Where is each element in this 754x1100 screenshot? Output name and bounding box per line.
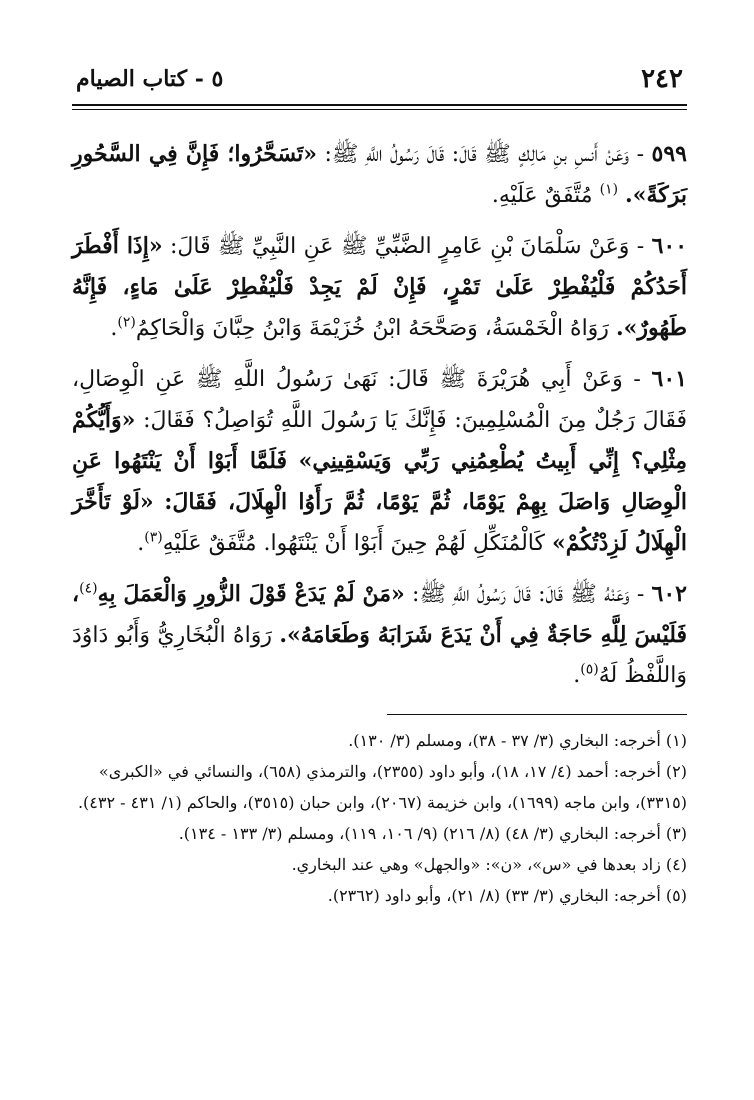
hadith-number: ٦٠٢ [651,581,687,607]
hadith-tail: رَوَاهُ الْخَمْسَةُ، وَصَحَّحَهُ ابْنُ خُزَيْمَةَ وَابْنُ حِبَّانَ وَالْحَاكِمُ [135,316,609,341]
hadith-tail: مُتَّفَقٌ عَلَيْهِ [498,183,593,208]
footnote-label: (٢) [665,762,687,781]
footnote-label: (٣) [665,824,687,843]
footnote-ref: (٢) [117,314,136,331]
hadith-quote: «مَنْ لَمْ يَدَعْ قَوْلَ الزُّورِ وَالْعَمَلَ بِهِ [97,581,405,607]
footnote-4 [72,849,687,880]
header-rule-thin [72,109,687,110]
hadith-tail: كَالْمُنَكِّلِ لَهُمْ حِينَ أَبَوْا أَنْ يَنْتَهُوا. مُتَّفَقٌ عَلَيْهِ [162,531,545,556]
hadith-intro: - وَعَنْ أَنسِ بنِ مَالِكٍ ﷺ قَالَ: قَالَ رَسُولُ اللَّهِ ﷺ: [324,142,645,167]
hadith-quote: «وَأَيُّكُمْ مِثْلِي؟ إِنِّي أَبِيتُ يُطْعِمُنِي رَبِّي وَيَسْقِينِي» [72,407,687,474]
footnote-text: زاد بعدها في «س»، «ن»: «والجهل» وهي عند البخاري. [291,855,661,874]
footnote-2 [72,756,687,818]
hadith-quote-2: «لَوْ تَأَخَّرَ الْهِلَالُ لَزِدْتُكُمْ» [72,489,687,556]
footnote-label: (١) [665,731,687,750]
footnote-3 [72,818,687,849]
footnote-ref: (٣) [144,529,163,546]
hadith-intro: - وَعَنْ سَلْمَانَ بْنِ عَامِرٍ الضَّبِّيِّ ﷺ عَنِ النَّبِيِّ ﷺ قَالَ: [169,234,645,259]
hadith-601: ٦٠١ - وَعَنْ أَبِي هُرَيْرَةَ ﷺ قَالَ: نَهَىٰ رَسُولُ اللَّهِ ﷺ عَنِ الْوِصَالِ، فَقَالَ رَجُلٌ مِنَ الْمُسْلِمِينَ: فَإِنَّكَ يَا رَسُولَ اللَّهِ تُوَاصِلُ؟ فَقَالَ: «وَأَيُّكُمْ مِثْلِي؟ إِنِّي أَبِيتُ يُطْعِمُنِي رَبِّي وَيَسْقِينِي» فَلَمَّا أَبَوْا أَنْ يَنْتَهُوا عَنِ الْوِصَالِ وَاصَلَ بِهِمْ يَوْمًا، ثُمَّ يَوْمًا، ثُمَّ رَأَوُا الْهِلَالَ، فَقَالَ: «لَوْ تَأَخَّرَ الْهِلَالُ لَزِدْتُكُمْ» كَالْمُنَكِّلِ لَهُمْ حِينَ أَبَوْا أَنْ يَنْتَهُوا. مُتَّفَقٌ عَلَيْهِ$^{(٣)}$. [72,366,687,556]
footnotes [72,725,687,911]
footnote-text: أخرجه: البخاري (٣/ ٤٨) (٨/ ٢١٦) (٩/ ١٠٦، ١١٩)، ومسلم (٣/ ١٣٣ - ١٣٤). [178,824,661,843]
hadith-602: ٦٠٢ - وَعَنْهُ ﷺ قَالَ: قَالَ رَسُولُ اللَّهِ ﷺ: «مَنْ لَمْ يَدَعْ قَوْلَ الزُّورِ وَالْعَمَلَ بِهِ$^{(٤)}$، فَلَيْسَ لِلَّهِ حَاجَةٌ فِي أَنْ يَدَعَ شَرَابَهُ وَطَعَامَهُ». رَوَاهُ الْبُخَارِيُّ وَأَبُو دَاوُدَ وَاللَّفْظُ لَهُ$^{(٥)}$. [72,580,688,688]
footnote-1 [72,725,687,756]
footnote-text: أخرجه: البخاري (٣/ ٣٧ - ٣٨)، ومسلم (٣/ ١٣٠). [348,731,661,750]
hadith-599: ٥٩٩ - وَعَنْ أَنسِ بنِ مَالِكٍ ﷺ قَالَ: قَالَ رَسُولُ اللَّهِ ﷺ: «تَسَحَّرُوا؛ فَإِنَّ فِي السَّحُورِ بَرَكَةً». $^{(١)}$ مُتَّفَقٌ عَلَيْهِ. [72,141,687,208]
hadith-middle: فَلَمَّا أَبَوْا أَنْ يَنْتَهُوا عَنِ الْوِصَالِ وَاصَلَ بِهِمْ يَوْمًا، ثُمَّ يَوْمًا، ثُمَّ رَأَوُا الْهِلَالَ، فَقَالَ: [72,448,687,515]
hadith-number: ٥٩٩ [651,141,687,167]
footnote-divider [387,714,687,715]
page-number: ٢٤٢ [641,64,683,94]
hadith-intro: - وَعَنْهُ ﷺ قَالَ: قَالَ رَسُولُ اللَّهِ ﷺ: [412,582,645,607]
page-header [72,60,687,100]
hadith-600: ٦٠٠ - وَعَنْ سَلْمَانَ بْنِ عَامِرٍ الضَّبِّيِّ ﷺ عَنِ النَّبِيِّ ﷺ قَالَ: «إِذَا أَفْطَرَ أَحَدُكُمْ فَلْيُفْطِرْ عَلَىٰ تَمْرٍ، فَإِنْ لَمْ يَجِدْ فَلْيُفْطِرْ عَلَىٰ مَاءٍ، فَإِنَّهُ طَهُورٌ». رَوَاهُ الْخَمْسَةُ، وَصَحَّحَهُ ابْنُ خُزَيْمَةَ وَابْنُ حِبَّانَ وَالْحَاكِمُ$^{(٢)}$. [72,233,688,341]
footnote-ref: (٥) [580,661,599,678]
hadith-quote: «إِذَا أَفْطَرَ أَحَدُكُمْ فَلْيُفْطِرْ عَلَىٰ تَمْرٍ، فَإِنْ لَمْ يَجِدْ فَلْيُفْطِرْ عَلَىٰ مَاءٍ، فَإِنَّهُ طَهُورٌ». [72,233,687,341]
header-rule [72,104,687,106]
footnote-text: أخرجه: البخاري (٣/ ٣٣) (٨/ ٢١)، وأبو داود (٢٣٦٢). [327,886,661,905]
footnote-label: (٤) [665,855,687,874]
chapter-title: ٥ - كتاب الصيام [76,66,224,92]
hadith-number: ٦٠١ [651,366,687,392]
hadith-tail: رَوَاهُ الْبُخَارِيُّ وَأَبُو دَاوُدَ وَاللَّفْظُ لَهُ [72,623,687,688]
hadith-intro: - وَعَنْ أَبِي هُرَيْرَةَ ﷺ قَالَ: نَهَىٰ رَسُولُ اللَّهِ ﷺ عَنِ الْوِصَالِ، فَقَالَ رَجُلٌ مِنَ الْمُسْلِمِينَ: فَإِنَّكَ يَا رَسُولَ اللَّهِ تُوَاصِلُ؟ فَقَالَ: [72,367,687,433]
hadith-quote-2: ، فَلَيْسَ لِلَّهِ حَاجَةٌ فِي أَنْ يَدَعَ شَرَابَهُ وَطَعَامَهُ». [72,581,688,648]
book-page [72,60,687,911]
hadith-quote: «تَسَحَّرُوا؛ فَإِنَّ فِي السَّحُورِ بَرَكَةً». [72,141,687,208]
footnote-label: (٥) [665,886,687,905]
hadith-number: ٦٠٠ [651,233,688,259]
footnote-5 [72,880,687,911]
footnote-text: أخرجه: أحمد (٤/ ١٧، ١٨)، وأبو داود (٢٣٥٥)، والترمذي (٦٥٨)، والنسائي في «الكبرى» (٣٣١٥)، وابن ماجه (١٦٩٩)، وابن خزيمة (٢٠٦٧)، وابن حبان (٣٥١٥)، والحاكم (١/ ٤٣١ - ٤٣٢). [77,762,687,812]
footnote-ref-inner: (٤) [79,580,98,597]
footnote-ref: (١) [599,181,619,198]
